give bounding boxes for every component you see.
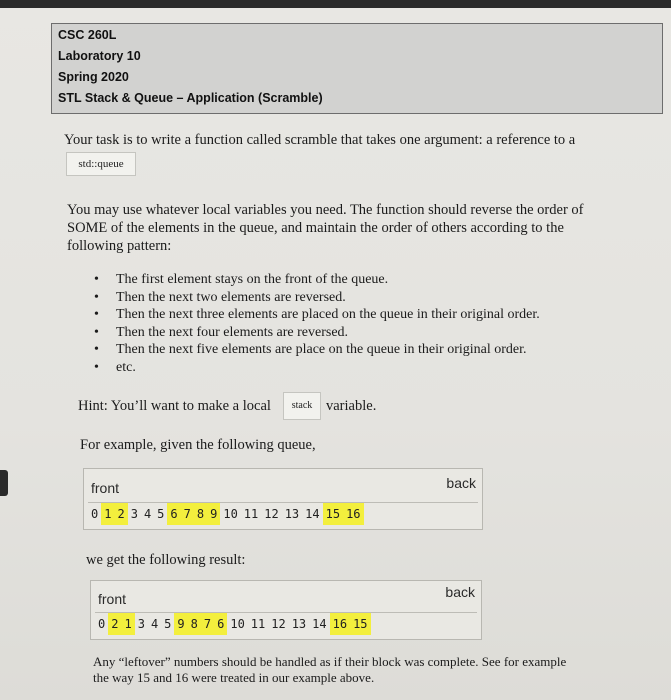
queue-cell: 12 [264,507,279,521]
result-queue-values [95,612,477,635]
queue-cell: 9 [207,503,220,525]
footer-line-1: Any “leftover” numbers should be handled as if their block was complete. See for example [93,654,567,669]
queue-cell: 2 [108,613,121,635]
queue-cell: 0 [91,507,99,521]
list-item: • Then the next three elements are placed on the queue in their original order. [94,307,540,323]
top-dark-strip [0,0,671,8]
queue-cell: 14 [305,507,320,521]
footer-line-2: the way 15 and 16 were treated in our example above. [93,670,375,685]
result-queue-panel [90,580,482,640]
queue-cell: 5 [164,617,172,631]
queue-cell: 4 [143,507,152,521]
queue-cell: 10 [230,617,245,631]
queue-cell: 16 [330,613,350,635]
list-item: • Then the next four elements are reversed. [94,324,349,340]
bullet-icon: • [94,324,99,340]
queue-cell: 5 [157,507,165,521]
queue-cell: 6 [167,503,180,525]
queue-cell: 11 [243,507,259,521]
queue-cell: 1 [101,503,114,525]
back-label: back [446,475,476,491]
list-item: • The first element stays on the front of the queue. [94,272,389,287]
description-line-3: following pattern: [67,238,172,254]
course-code: CSC 260L [58,28,117,42]
task-text: Your task is to write a function called scramble that takes one argument: a reference to a [64,132,576,148]
list-item: • Then the next five elements are place on the queue in their original order. [94,342,527,358]
queue-cell: 1 [121,613,134,635]
input-queue-values [88,502,478,525]
description-line-1: You may use whatever local variables you need. The function should reverse the order of [67,202,584,218]
back-label: back [445,584,475,600]
queue-cell: 12 [271,617,286,631]
queue-cell: 15 [323,503,343,525]
hint-text-end: variable. [326,398,377,414]
queue-cell: 8 [188,613,201,635]
bullet-icon: • [94,307,99,323]
queue-cell: 0 [98,617,106,631]
queue-cell: 15 [350,613,370,635]
queue-cell: 3 [137,617,145,631]
queue-cell: 16 [343,503,363,525]
bullet-icon: • [94,272,99,287]
queue-code-label: std::queue [66,152,136,176]
list-item: • Then the next two elements are reversed. [94,289,346,305]
list-item: • etc. [94,359,136,375]
lab-title: STL Stack & Queue – Application (Scramble) [58,91,323,105]
bullet-icon: • [94,342,99,358]
front-label: front [98,591,127,607]
semester: Spring 2020 [58,70,129,84]
bullet-icon: • [94,289,99,305]
result-intro: we get the following result: [86,552,246,568]
queue-cell: 13 [291,617,307,631]
queue-cell: 4 [150,617,159,631]
queue-cell: 8 [194,503,207,525]
queue-cell: 2 [114,503,127,525]
queue-cell: 11 [250,617,266,631]
queue-cell: 7 [181,503,194,525]
queue-cell: 7 [201,613,214,635]
queue-cell: 6 [214,613,227,635]
front-label: front [91,480,120,496]
queue-cell: 13 [284,507,300,521]
left-edge-mark [0,470,8,496]
queue-cell: 3 [130,507,138,521]
example-intro: For example, given the following queue, [80,437,316,453]
bullet-icon: • [94,359,99,375]
input-queue-panel [83,468,483,530]
queue-cell: 9 [174,613,187,635]
lab-number: Laboratory 10 [58,49,141,63]
queue-cell: 14 [312,617,327,631]
stack-code-label: stack [283,392,321,420]
pattern-list [88,271,648,377]
hint-text: Hint: You’ll want to make a local [78,398,271,414]
queue-cell: 10 [223,507,238,521]
description-line-2: SOME of the elements in the queue, and maintain the order of others according to the [67,220,564,236]
